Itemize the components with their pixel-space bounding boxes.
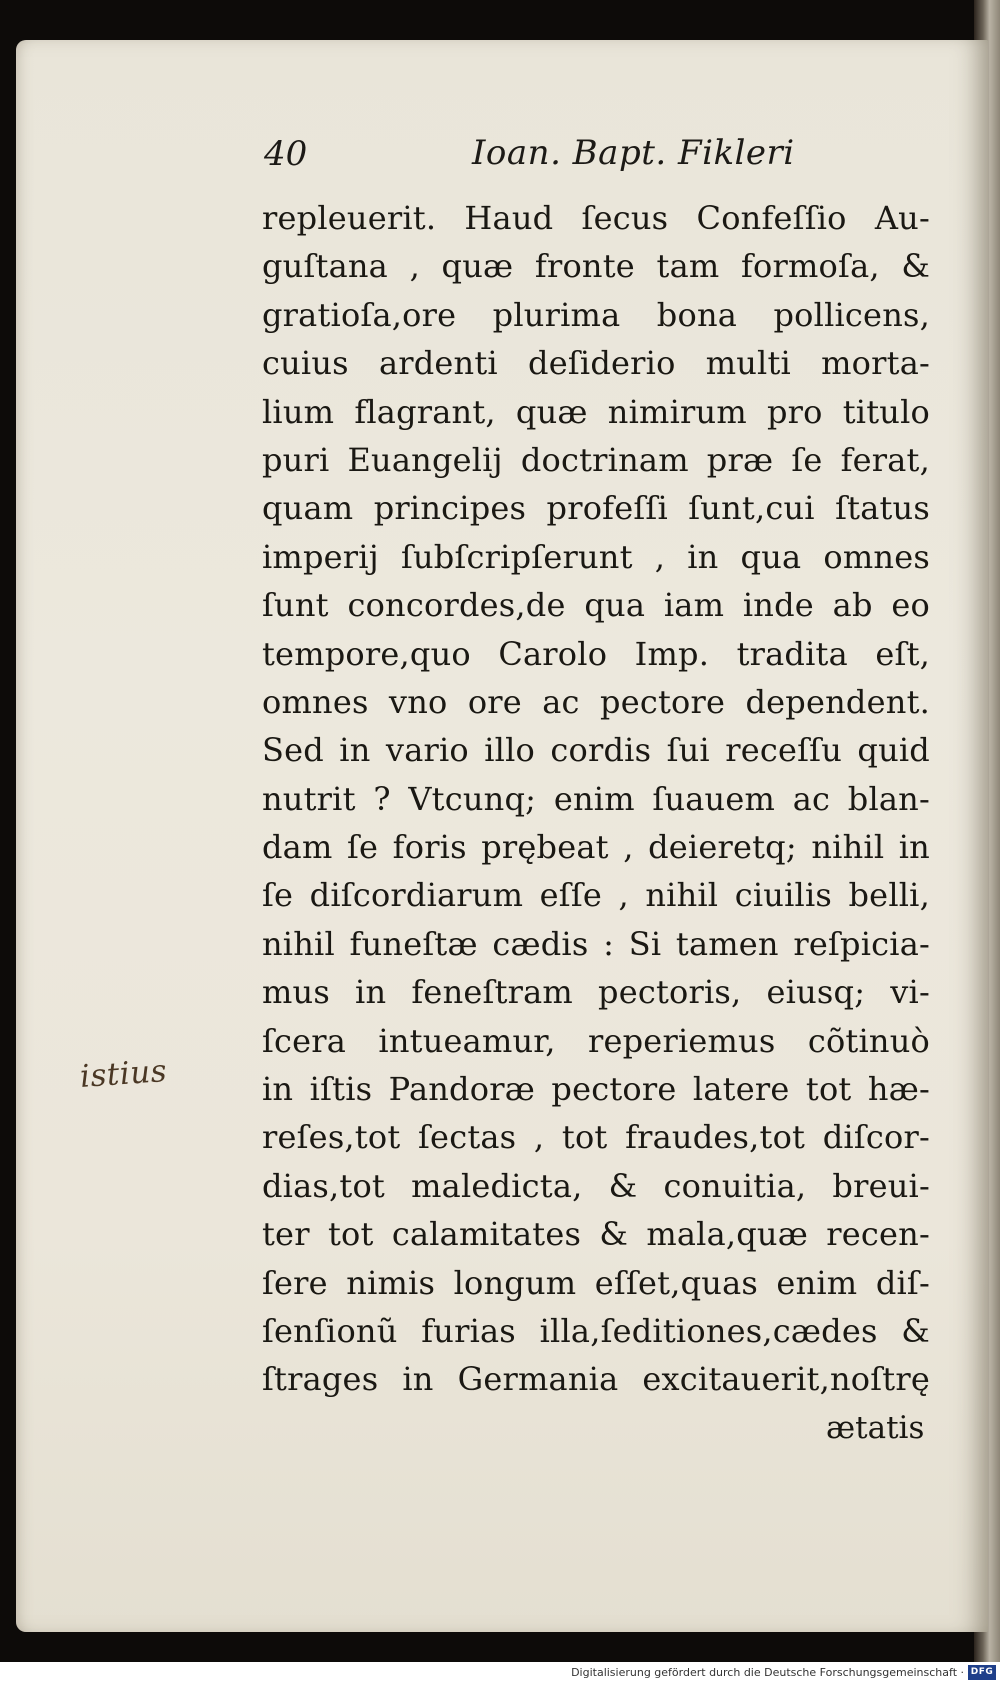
digitization-footer — [0, 1662, 1000, 1684]
body-text — [262, 194, 930, 1404]
text-line: ter tot calamitates & mala,quæ recen- — [262, 1215, 930, 1254]
text-line: ſere nimis longum eſſet,quas enim diſ- — [262, 1263, 930, 1302]
text-line: ſe diſcordiarum eſſe , nihil ciuilis belli, — [262, 876, 930, 915]
text-line: nihil funeſtæ cædis : Si tamen reſpicia- — [262, 924, 930, 963]
text-line: tempore,quo Carolo Imp. tradita eſt, — [262, 634, 930, 673]
text-line: imperij ſubſcripſerunt , in qua omnes — [262, 537, 930, 576]
text-line: ſunt concordes,de qua iam inde ab eo — [262, 586, 930, 625]
funding-credit: Digitalisierung gefördert durch die Deutsche Forschungsgemeinschaft · — [571, 1666, 964, 1679]
text-line: puri Euangelij doctrinam præ ſe ferat, — [262, 440, 930, 479]
text-line: cuius ardenti deſiderio multi morta- — [262, 344, 930, 383]
text-line: nutrit ? Vtcunq; enim ſuauem ac blan- — [262, 779, 930, 818]
page-header — [248, 132, 808, 180]
text-line: mus in feneſtram pectoris, eiusq; vi- — [262, 973, 930, 1012]
text-line: dias,tot maledicta, & conuitia, breui- — [262, 1166, 930, 1205]
text-line: quam principes profeſſi ſunt,cui ſtatus — [262, 489, 930, 528]
text-line: in iſtis Pandoræ pectore latere tot hæ- — [262, 1070, 930, 1109]
text-line: ſcera intueamur, reperiemus cõtinuò — [262, 1021, 930, 1060]
text-line: dam ſe foris prębeat , deieretq; nihil in — [262, 828, 930, 867]
text-line: ſenſionũ furias illa,ſeditiones,cædes & — [262, 1311, 930, 1350]
text-line: omnes vno ore ac pectore dependent. — [262, 682, 930, 721]
text-line: repleuerit. Haud ſecus Confeſſio Au- — [262, 199, 930, 237]
text-line: lium flagrant, quæ nimirum pro titulo — [262, 392, 930, 431]
text-line: ſtrages in Germania excitauerit,noſtrę — [262, 1360, 930, 1399]
handwritten-marginal-note: istius — [78, 1053, 169, 1095]
text-line: reſes,tot ſectas , tot fraudes,tot diſcor- — [262, 1118, 930, 1157]
dfg-logo: DFG — [968, 1665, 996, 1680]
catchword: ætatis — [826, 1410, 925, 1446]
text-line: Sed in vario illo cordis ſui receſſu quid — [262, 731, 930, 770]
text-line: guſtana , quæ fronte tam formoſa, & — [262, 247, 930, 286]
page-number: 40 — [264, 134, 308, 174]
text-line: gratioſa,ore plurima bona pollicens, — [262, 295, 930, 334]
running-head: Ioan. Bapt. Fikleri — [472, 133, 795, 173]
